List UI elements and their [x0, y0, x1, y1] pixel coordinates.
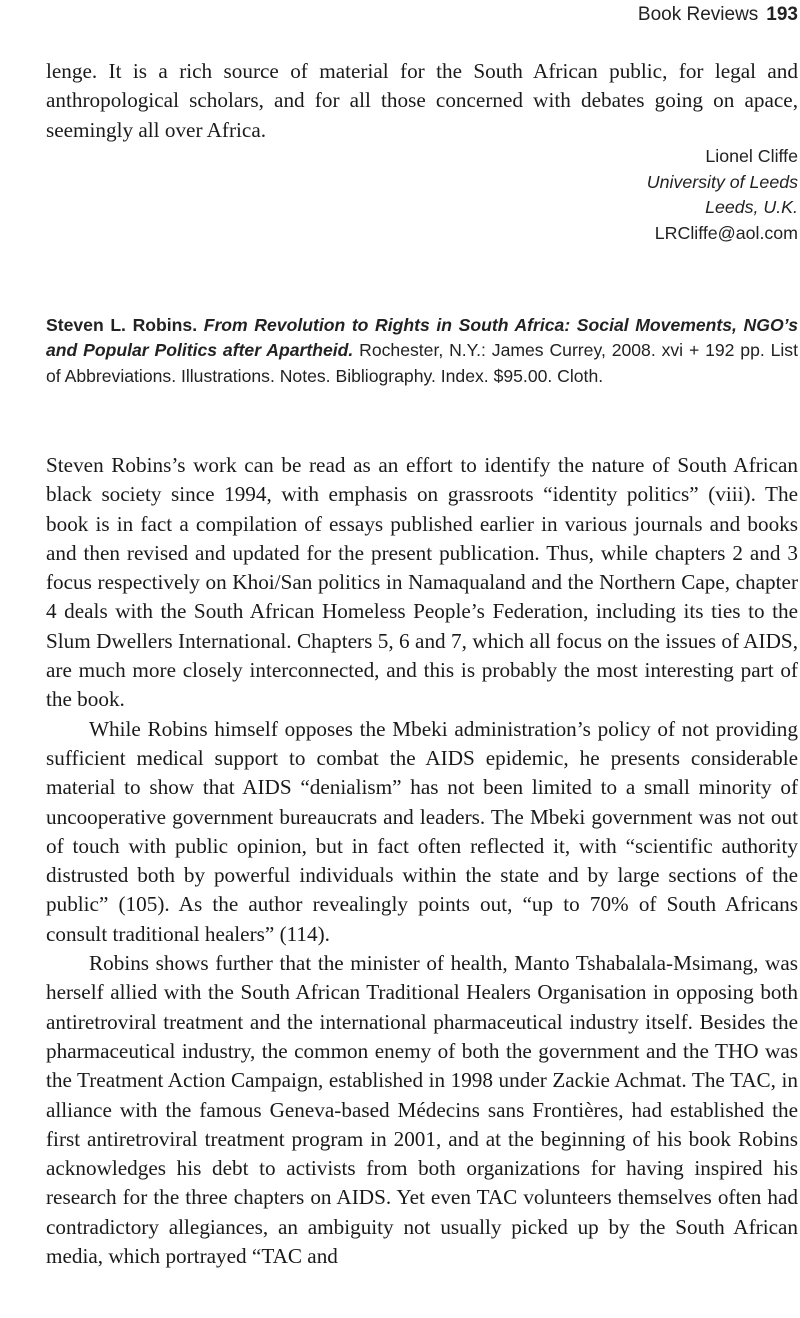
review-paragraph: Steven Robins’s work can be read as an effort to identify the nature of South African black society since 1994, with emphasis on grassroots “identity politics” (viii). The book is in fact a compilation of essays published earlier in various journals and books and then revised and updated for the present publication. Thus, while chapters 2 and 3 focus respectively on Khoi/San politics in Namaqualand and the Northern Cape, chapter 4 deals with the South African Homeless People’s Federation, including its ties to the Slum Dwellers International. Chapters 5, 6 and 7, which all focus on the issues of AIDS, are much more closely interconnected, and this is probably the most interesting part of the book.: [46, 453, 798, 712]
book-title: From Revolution to Rights in South Africa: Social Movements, NGO’s and Popular Politics after Apartheid.: [46, 315, 798, 361]
book-author: Steven L. Robins.: [46, 315, 198, 335]
running-header: [638, 4, 798, 26]
reviewer-email: LRCliffe@aol.com: [654, 222, 798, 243]
section-title: Book Reviews: [637, 4, 759, 25]
review-paragraph: Robins shows further that the minister of health, Manto Tshabalala-Msimang, was herself allied with the South African Traditional Healers Organisation in opposing both antiretroviral treatment and the international pharmaceutical industry itself. Besides the pharmaceutical industry, the common enemy of both the government and the THO was the Treatment Action Campaign, established in 1998 under Zackie Achmat. The TAC, in alliance with the famous Geneva-based Médecins sans Frontières, had established the first antiretroviral treatment program in 2001, and at the beginning of his book Robins acknowledges his debt to activists from both organizations for having inspired his research for the three chapters on AIDS. Yet even TAC volunteers themselves often had contradictory allegiances, an ambiguity not usually picked up by the South African media, which portrayed “TAC and: [46, 951, 798, 1269]
previous-review-closing-paragraph: lenge. It is a rich source of material for the South African public, for legal and anthropological scholars, and for all those concerned with debates going on apace, seemingly all over Africa.: [46, 59, 798, 142]
reviewer-name: Lionel Cliffe: [705, 146, 798, 166]
reviewer-location: Leeds, U.K.: [705, 197, 798, 217]
review-paragraph: While Robins himself opposes the Mbeki administration’s policy of not providing sufficient medical support to combat the AIDS epidemic, he presents considerable material to show that AIDS “denialism” has not been limited to a small minority of uncooperative government bureaucrats and leaders. The Mbeki government was not out of touch with public opinion, but in fact often reflected it, with “scientific authority distrusted both by powerful individuals within the state and by large sections of the public” (105). As the author revealingly points out, “up to 70% of South Africans consult traditional healers” (114).: [46, 716, 798, 946]
book-citation: [46, 313, 798, 389]
reviewer-affiliation: University of Leeds: [646, 171, 798, 192]
previous-review-ending: [46, 57, 798, 145]
reviewer-signature: [647, 144, 798, 246]
page-number: 193: [766, 4, 798, 25]
review-body: [46, 451, 798, 1271]
publication-details: Rochester, N.Y.: James Currey, 2008. xvi + 192 pp. List of Abbreviations. Illustrations. Notes. Bibliography. Index. $95.00. Cloth.: [46, 340, 798, 386]
